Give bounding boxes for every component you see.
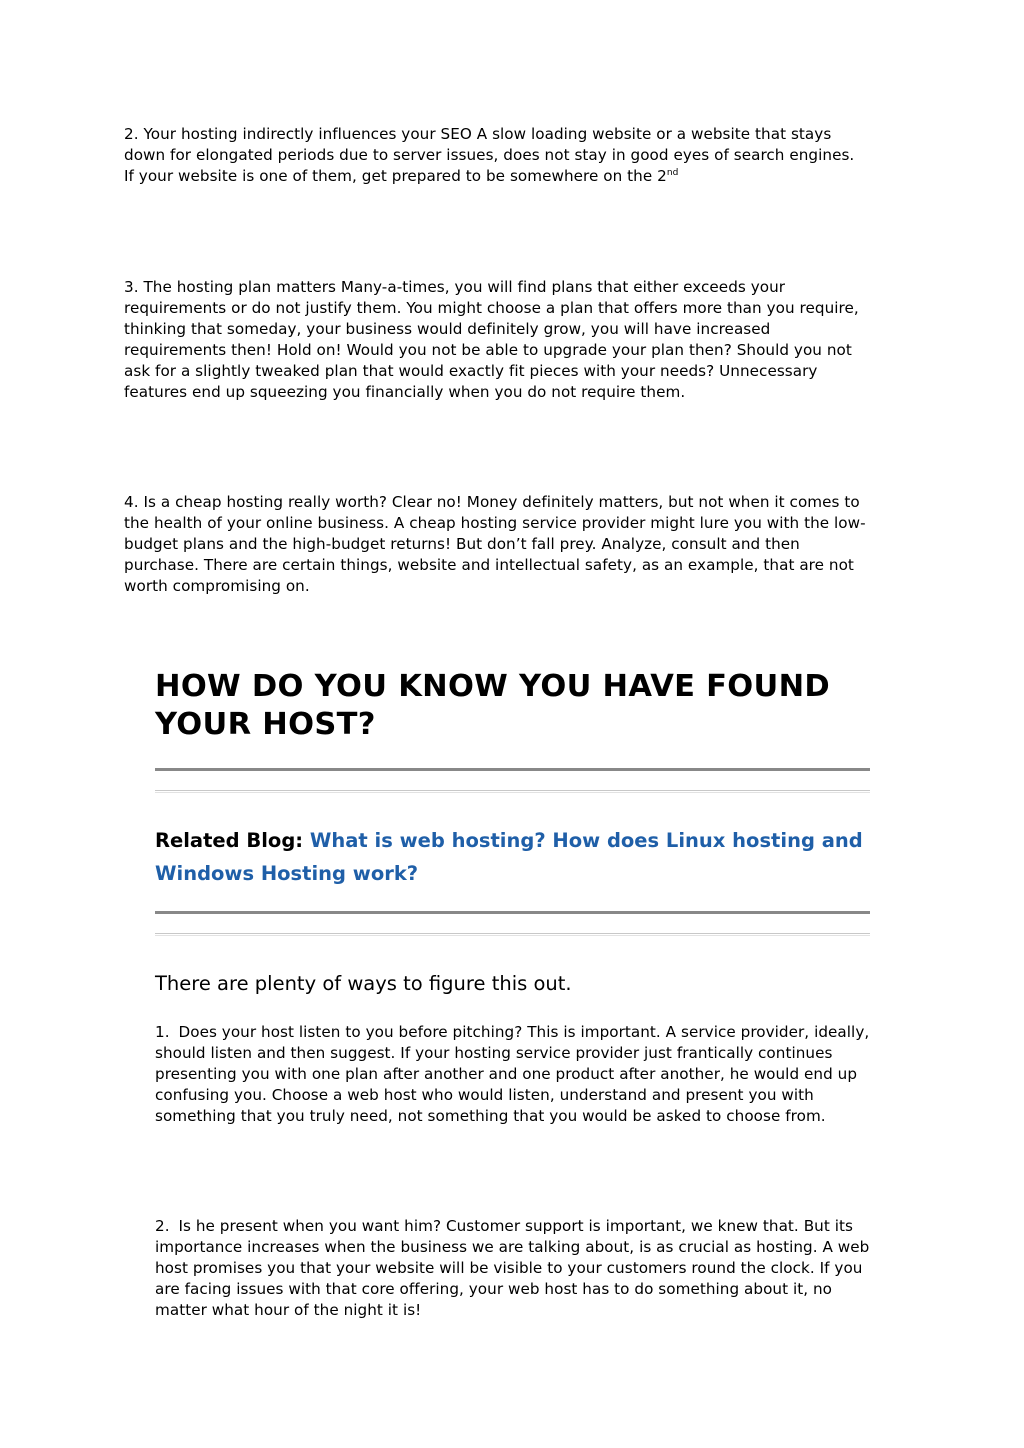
divider-thin bbox=[155, 933, 870, 936]
intro-text: There are plenty of ways to figure this out. bbox=[155, 972, 572, 995]
related-blog-label: Related Blog: bbox=[155, 829, 310, 852]
divider-thick bbox=[155, 768, 870, 771]
paragraph-seo-text: 2. Your hosting indirectly influences your SEO A slow loading website or a website that stays down for elongated periods due to server issues, does not stay in good eyes of search engines. If your website is one of them, get prepared to be somewhere on the 2 bbox=[124, 125, 855, 185]
related-blog bbox=[155, 824, 875, 890]
divider-thick bbox=[155, 911, 870, 914]
list-item-text: Does your host listen to you before pitching? This is important. A service provider, ideally, should listen and then suggest. If your hosting service provider just frantically continues presenting you with one plan after another and one product after another, he would end up confusing you. Choose a web host who would listen, understand and present you with something that you truly need, not something that you would be asked to choose from. bbox=[155, 1023, 870, 1125]
paragraph-seo bbox=[124, 124, 864, 187]
list-item-text: Is he present when you want him? Customer support is important, we knew that. But its importance increases when the business we are talking about, is as crucial as hosting. A web host promises you that your website will be visible to your customers round the clock. If you are facing issues with that core offering, your web host has to do something about it, no matter what hour of the night it is! bbox=[155, 1217, 870, 1319]
divider-thin bbox=[155, 790, 870, 793]
list-item bbox=[155, 1216, 880, 1321]
related-blog-link[interactable]: What is web hosting? How does Linux hosting and Windows Hosting work? bbox=[155, 829, 863, 885]
list-item-number: 2. bbox=[155, 1217, 170, 1235]
paragraph-hosting-plan: 3. The hosting plan matters Many-a-times, you will find plans that either exceeds your requirements or do not justify them. You might choose a plan that offers more than you require, thinking that someday, your business would definitely grow, you will have increased requirements then! Hold on! Would you not be able to upgrade your plan then? Should you not ask for a slightly tweaked plan that would exactly fit pieces with your needs? Unnecessary features end up squeezing you financially when you do not require them. bbox=[124, 278, 859, 401]
list-item bbox=[155, 1022, 880, 1127]
section-heading: HOW DO YOU KNOW YOU HAVE FOUND YOUR HOST? bbox=[155, 669, 831, 742]
ordinal-superscript: nd bbox=[666, 167, 679, 178]
paragraph-cheap-hosting: 4. Is a cheap hosting really worth? Clear no! Money definitely matters, but not when it comes to the health of your online business. A cheap hosting service provider might lure you with the low-budget plans and the high-budget returns! But don’t fall prey. Analyze, consult and then purchase. There are certain things, website and intellectual safety, as an example, that are not worth compromising on. bbox=[124, 493, 866, 595]
list-item-number: 1. bbox=[155, 1023, 170, 1041]
